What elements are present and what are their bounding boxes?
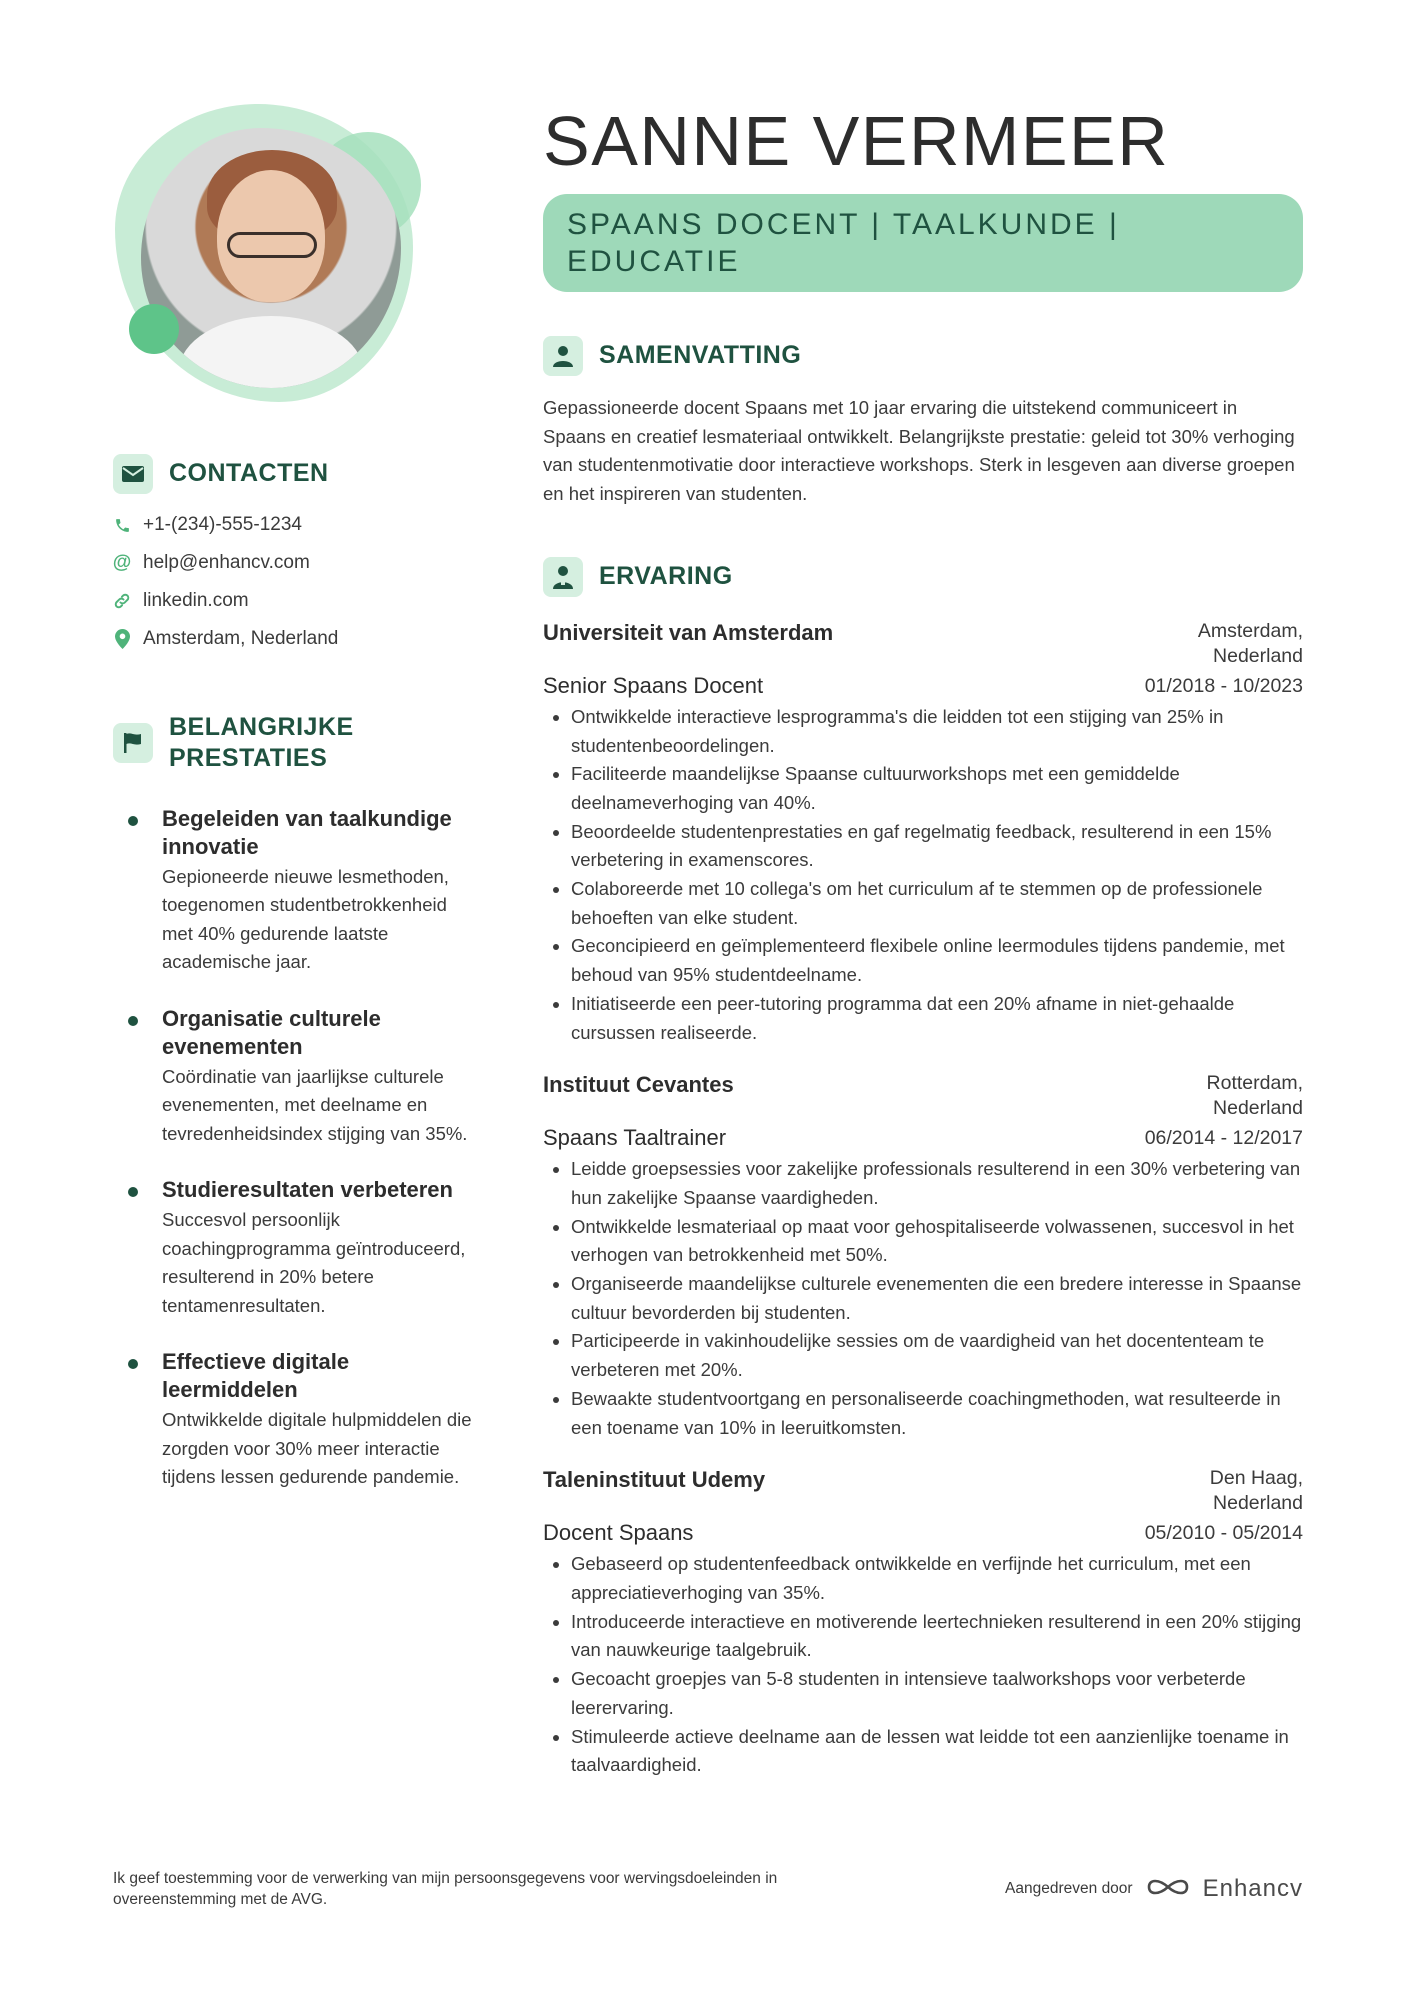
job-bullet: • Ontwikkelde lesmateriaal op maat voor gehospitaliseerde volwassenen, succesvol in het verhogen van betrokkenheid met 50%.: [571, 1213, 1303, 1270]
job-bullet: • Participeerde in vakinhoudelijke sessies om de vaardigheid van het docententeam te verbeteren met 20%.: [571, 1327, 1303, 1384]
achievements-title: BELANGRIJKE PRESTATIES: [169, 713, 354, 773]
job-bullet: • Colaboreerde met 10 collega's om het curriculum af te stemmen op de professionele behoeften van elke student.: [571, 875, 1303, 932]
job-location-line: Amsterdam,: [1197, 619, 1303, 642]
job-bullet: • Introduceerde interactieve en motiverende leertechnieken resulterend in een 20% stijging van nauwkeurige taalgebruik.: [571, 1608, 1303, 1665]
location-pin-icon: [113, 629, 131, 649]
location-text: Amsterdam, Nederland: [143, 628, 339, 649]
job-dates: 01/2018 - 10/2023: [1144, 674, 1303, 697]
powered-by-label: Aangedreven door: [1005, 1880, 1133, 1897]
achievement-title: Begeleiden van taalkundige innovatie: [162, 805, 452, 859]
user-icon: [543, 336, 583, 376]
contact-location: [113, 628, 473, 650]
email-text[interactable]: help@enhancv.com: [143, 552, 310, 573]
brand-name[interactable]: Enhancv: [1202, 1875, 1303, 1902]
job-location-line: Rotterdam,: [1206, 1072, 1303, 1095]
job-bullet: • Leidde groepsessies voor zakelijke professionals resulterend in een 30% verbetering van hun zakelijke Spaanse vaardigheden.: [571, 1155, 1303, 1212]
summary-text: Gepassioneerde docent Spaans met 10 jaar ervaring die uitstekend communiceert in Spaans en creatief lesmateriaal ontwikkelt. Belangrijkste prestatie: geleid tot 30% verhoging van studentenmotivatie door interactieve workshops. Sterk in lesgeven aan diverse groepen en het inspireren van studenten.: [543, 397, 1295, 505]
job-bullet: • Initiatiseerde een peer-tutoring programma dat een 20% afname in niet-gehaalde cursussen realiseerde.: [571, 990, 1303, 1047]
job-location-line: Den Haag,: [1209, 1467, 1303, 1490]
link-icon: [113, 592, 131, 610]
company-name: Taleninstituut Udemy: [543, 1467, 766, 1493]
footer: [113, 1868, 1303, 1910]
achievement-item: [113, 1348, 473, 1492]
experience-title: ERVARING: [599, 562, 733, 591]
job-role: Spaans Taaltrainer: [543, 1125, 727, 1151]
job-location-line: Nederland: [1213, 1492, 1303, 1515]
job-bullet: • Beoordeelde studentenprestaties en gaf regelmatig feedback, resulterend in een 15% verbetering in examenscores.: [571, 818, 1303, 875]
achievement-title: Effectieve digitale leermiddelen: [162, 1349, 350, 1402]
job-bullet: • Gecoacht groepjes van 5-8 studenten in intensieve taalworkshops voor verbeterde leerervaring.: [571, 1665, 1303, 1722]
linkedin-text[interactable]: linkedin.com: [143, 590, 249, 611]
bullet-dot: [128, 1016, 138, 1026]
summary-title: SAMENVATTING: [599, 341, 802, 370]
left-column: [113, 100, 473, 1520]
job-location-line: Nederland: [1213, 1097, 1303, 1120]
flag-icon: [113, 723, 153, 763]
job-location: [1198, 619, 1303, 669]
summary-section: [543, 336, 1303, 509]
job-bullet: • Bewaakte studentvoortgang en personaliseerde coachingmethoden, wat resulteerde in een toename van 10% in leeruitkomsten.: [571, 1385, 1303, 1442]
contacts-title: CONTACTEN: [169, 459, 329, 488]
job-bullets: [543, 703, 1303, 1047]
consent-text: Ik geef toestemming voor de verwerking van mijn persoonsgegevens voor wervingsdoeleinden in overeenstemming met de AVG.: [113, 1870, 778, 1908]
achievements-section: [113, 712, 473, 1492]
job-location: [1210, 1466, 1303, 1516]
person-name: SANNE VERMEER: [543, 102, 1170, 180]
job-bullet: • Geconcipieerd en geïmplementeerd flexibele online leermodules tijdens pandemie, met behoud van 95% studentdeelname.: [571, 932, 1303, 989]
at-icon: @: [112, 552, 132, 573]
company-name: Instituut Cevantes: [543, 1072, 734, 1098]
achievement-text: Succesvol persoonlijk coachingprogramma geïntroduceerd, resulterend in 20% betere tentamenresultaten.: [162, 1209, 466, 1316]
job-entry: [543, 619, 1303, 1047]
briefcase-user-icon: [543, 557, 583, 597]
bullet-dot: [128, 1359, 138, 1369]
achievement-text: Ontwikkelde digitale hulpmiddelen die zorgden voor 30% meer interactie tijdens lessen gedurende pandemie.: [162, 1409, 472, 1487]
achievement-title: Studieresultaten verbeteren: [162, 1177, 453, 1202]
achievement-item: [113, 1176, 473, 1320]
enhancv-logo-icon: [1145, 1875, 1191, 1904]
bullet-dot: [128, 816, 138, 826]
achievement-title: Organisatie culturele evenementen: [162, 1005, 381, 1059]
decorative-dot: [129, 304, 179, 354]
job-bullet: • Organiseerde maandelijkse culturele evenementen die een bredere interesse in Spaanse cultuur bevorderden bij studenten.: [571, 1270, 1303, 1327]
job-bullet: • Stimuleerde actieve deelname aan de lessen wat leidde tot een aanzienlijke toename in taalvaardigheid.: [571, 1723, 1303, 1780]
contact-phone: [113, 514, 473, 536]
job-bullet: • Gebaseerd op studentenfeedback ontwikkelde en verfijnde het curriculum, met een appreciatieverhoging van 35%.: [571, 1550, 1303, 1607]
job-bullets: [543, 1155, 1303, 1442]
contact-email: [113, 552, 473, 574]
phone-text[interactable]: +1-(234)-555-1234: [143, 514, 302, 535]
contact-linkedin: [113, 590, 473, 612]
job-location: [1207, 1071, 1303, 1121]
phone-icon: [113, 517, 131, 534]
job-entry: [543, 1071, 1303, 1442]
job-entry: [543, 1466, 1303, 1780]
headline-band: SPAANS DOCENT | TAALKUNDE | EDUCATIE: [543, 194, 1303, 292]
job-dates: 05/2010 - 05/2014: [1144, 1522, 1303, 1545]
job-location-line: Nederland: [1213, 644, 1303, 667]
job-bullet: • Ontwikkelde interactieve lesprogramma's die leidden tot een stijging van 25% in studentenbeoordelingen.: [571, 703, 1303, 760]
job-bullets: [543, 1550, 1303, 1780]
job-dates: 06/2014 - 12/2017: [1144, 1127, 1303, 1150]
right-column: [543, 100, 1303, 1804]
bullet-dot: [128, 1187, 138, 1197]
envelope-icon: [113, 454, 153, 494]
contacts-section: [113, 454, 473, 650]
job-role: Docent Spaans: [543, 1520, 694, 1546]
achievement-text: Gepioneerde nieuwe lesmethoden, toegenomen studentbetrokkenheid met 40% gedurende laatste academische jaar.: [162, 865, 449, 972]
job-role: Senior Spaans Docent: [543, 672, 764, 698]
profile-photo-area: [115, 100, 425, 410]
powered-by: [1005, 1875, 1303, 1904]
achievement-item: [113, 1005, 473, 1149]
achievement-item: [113, 805, 473, 977]
company-name: Universiteit van Amsterdam: [543, 619, 834, 645]
experience-section: [543, 557, 1303, 1780]
achievement-text: Coördinatie van jaarlijkse culturele evenementen, met deelname en tevredenheidsindex stijging van 35%.: [162, 1065, 468, 1144]
job-bullet: • Faciliteerde maandelijkse Spaanse cultuurworkshops met een gemiddelde deelnameverhoging van 40%.: [571, 760, 1303, 817]
